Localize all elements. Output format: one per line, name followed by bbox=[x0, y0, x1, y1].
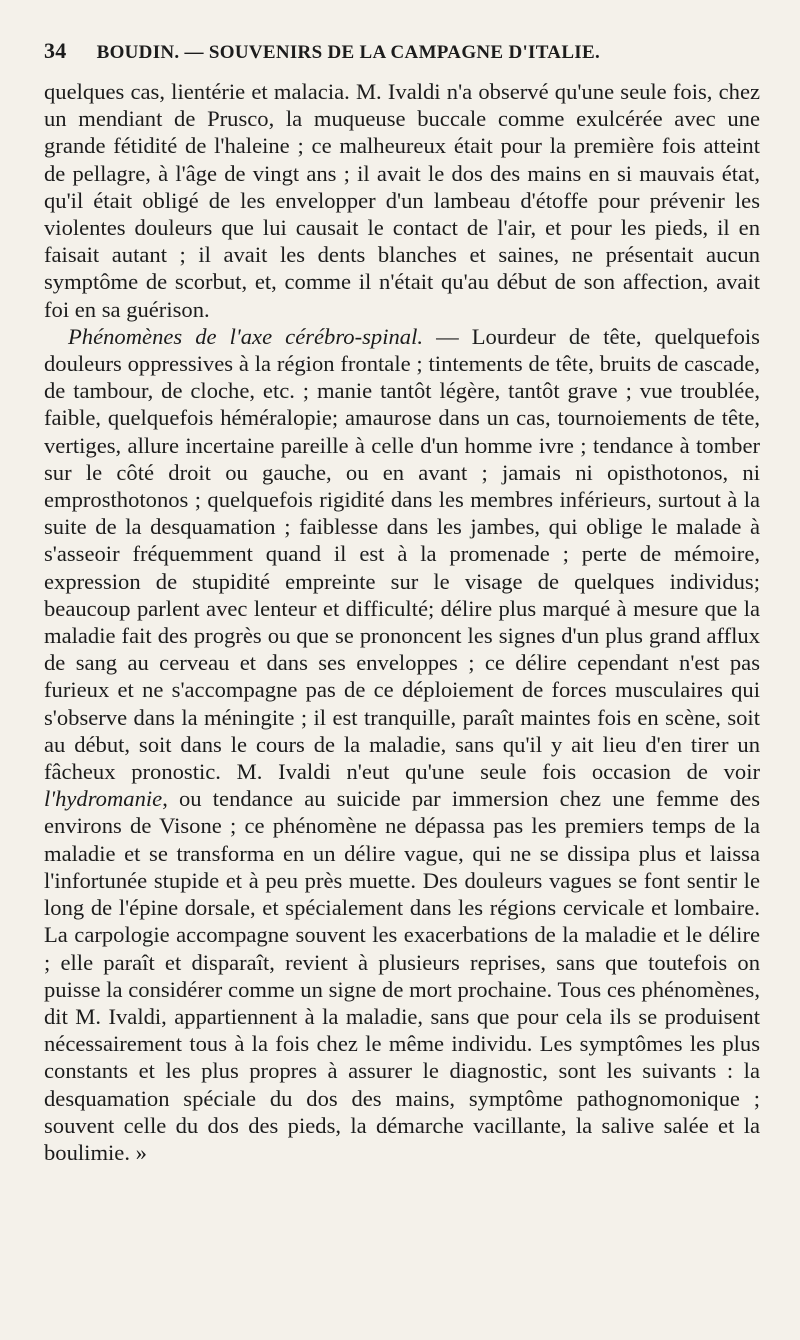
paragraph-cerebro-spinal bbox=[44, 323, 760, 1166]
paragraph-text-b: , ou tendance au suicide par immersion chez une femme des environs de Visone ; ce phénomène ne dépassa pas les premiers temps de la maladie et se transforma en un délire vague, qui ne se dissipa plus et laissa l'infortunée stupide et à peu près muette. Des douleurs vagues se font sentir le long de l'épine dorsale, et spécialement dans les régions cervicale et lombaire. La carpologie accompagne souvent les exacerbations de la maladie et le délire ; elle paraît et disparaît, revient à plusieurs reprises, sans que toutefois on puisse la considérer comme un signe de mort prochaine. Tous ces phénomènes, dit M. Ivaldi, appartiennent à la maladie, sans que pour cela ils se produisent nécessairement tous à la fois chez le même individu. Les symptômes les plus constants et les plus propres à assurer le diagnostic, sont les suivants : la desquamation spéciale du dos des mains, symptôme pathognomonique ; souvent celle du dos des pieds, la démarche vacillante, la salive salée et la boulimie. » bbox=[44, 786, 760, 1165]
running-header bbox=[44, 38, 760, 64]
page-number: 34 bbox=[44, 38, 67, 63]
body-text bbox=[44, 78, 760, 1166]
paragraph-continuation: quelques cas, lientérie et malacia. M. Ivaldi n'a observé qu'une seule fois, chez un mendiant de Prusco, la muqueuse buccale comme exulcérée avec une grande fétidité de l'haleine ; ce malheureux était pour la première fois atteint de pellagre, à l'âge de vingt ans ; il avait le dos des mains en si mauvais état, qu'il était obligé de les envelopper d'un lambeau d'étoffe pour prévenir les violentes douleurs que lui causait le contact de l'air, et pour les pieds, il en faisait autant ; il avait les dents blanches et saines, ne présentait aucun symptôme de scorbut, et, comme il n'était qu'au début de son affection, avait foi en sa guérison. bbox=[44, 79, 760, 322]
italic-term: l'hydromanie bbox=[44, 786, 163, 812]
running-title: BOUDIN. — SOUVENIRS DE LA CAMPAGNE D'ITALIE. bbox=[96, 42, 601, 63]
section-heading: Phénomènes de l'axe cérébro-spinal. bbox=[68, 323, 423, 349]
paragraph-text-a: — Lourdeur de tête, quelquefois douleurs oppressives à la région frontale ; tintements de tête, bruits de cascade, de tambour, de cloche, etc. ; manie tantôt légère, tantôt grave ; vue troublée, faible, quelquefois héméralopie; amaurose dans un cas, tournoiements de tête, vertiges, allure incertaine pareille à celle d'un homme ivre ; tendance à tomber sur le côté droit ou gauche, ou en avant ; jamais ni opisthotonos, ni emprosthotonos ; quelquefois rigidité dans les membres inférieurs, surtout à la suite de la desquamation ; faiblesse dans les jambes, qui oblige le malade à s'asseoir fréquemment quand il est à la promenade ; perte de mémoire, expression de stupidité empreinte sur le visage de quelques individus; beaucoup parlent avec lenteur et difficulté; délire plus marqué à mesure que la maladie fait des progrès ou que se prononcent les signes d'un plus grand afflux de sang au cerveau et dans ses enveloppes ; ce délire cependant n'est pas furieux et ne s'accompagne pas de ce déploiement de forces musculaires qui s'observe dans la méningite ; il est tranquille, paraît maintes fois en scène, soit au début, soit dans le cours de la maladie, sans qu'il y ait lieu d'en tirer un fâcheux pronostic. M. Ivaldi n'eut qu'une seule fois occasion de voir bbox=[44, 323, 760, 785]
